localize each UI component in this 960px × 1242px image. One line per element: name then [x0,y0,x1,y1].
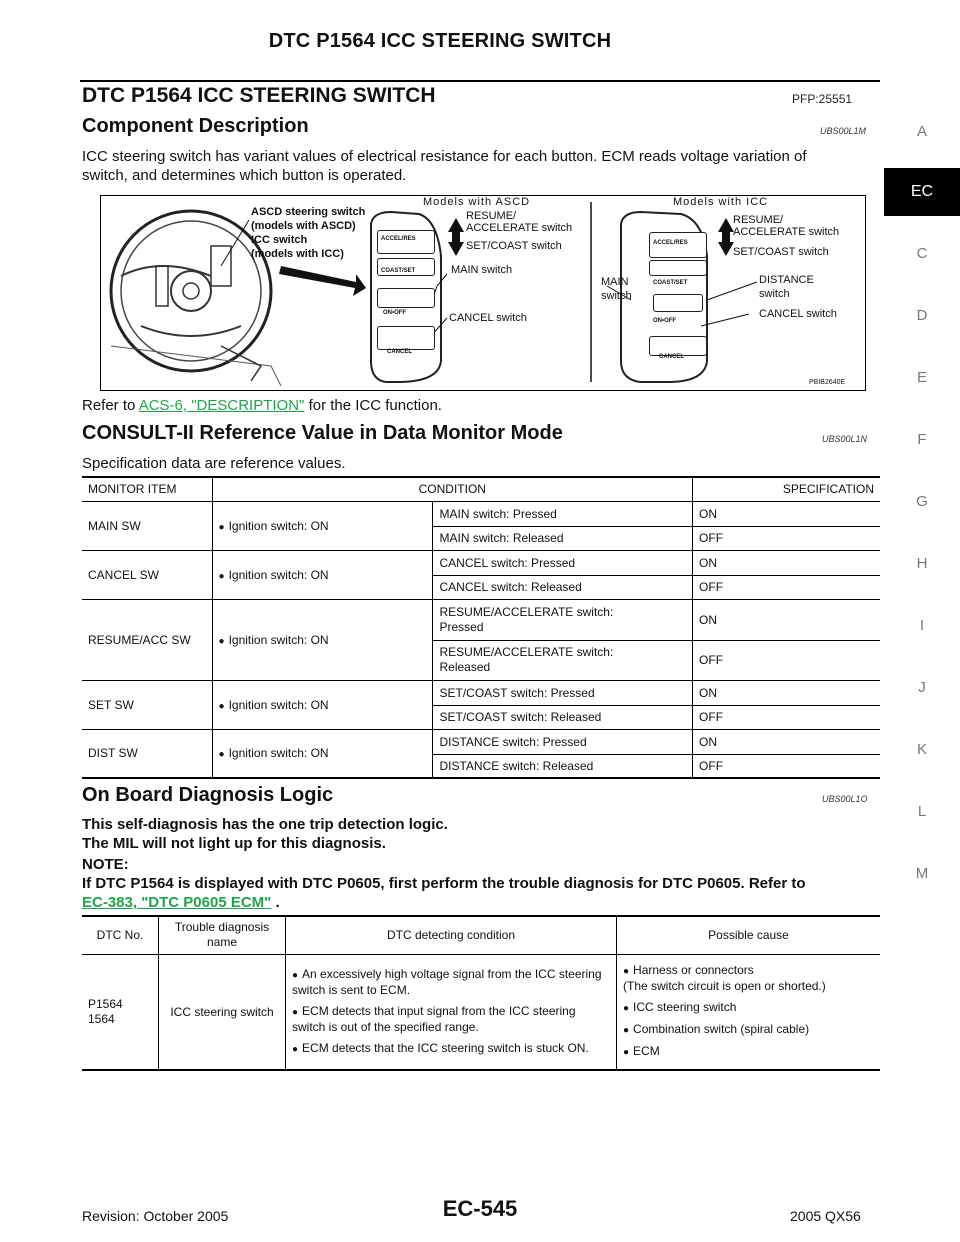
spec-cancel-released: OFF [693,575,880,599]
note-text: If DTC P1564 is displayed with DTC P0605, first perform the trouble diagnosis for DTC P0605. Refer to [82,875,806,892]
header-specification: SPECIFICATION [782,482,874,497]
subcondition-resume-released: RESUME/ACCELERATE switch: Released [433,640,693,680]
ascd-resume-label-1: RESUME/ [466,210,517,222]
ascd-cancel-button [377,326,435,350]
dtc-causes [617,954,881,1070]
spec-main-pressed: ON [693,501,880,526]
consult-code: UBS00L1N [822,434,868,444]
subcondition-cancel-pressed: CANCEL switch: Pressed [433,550,693,575]
steering-label-2: (models with ASCD) [251,220,356,232]
index-tab-g[interactable]: G [916,492,928,510]
index-tab-k[interactable]: K [916,740,927,758]
condition-dist: ● Ignition switch: ON [212,729,433,778]
steering-switch-figure [100,195,866,391]
footer-model: 2005 QX56 [790,1208,861,1224]
index-tab-l[interactable]: L [917,802,927,820]
monitor-item-resume: RESUME/ACC SW [82,599,212,680]
section-index-tabs [884,100,960,904]
icc-main-label-1: MAIN [601,276,629,288]
spec-resume-released: OFF [693,640,880,680]
ascd-models-title: Models with ASCD [423,196,531,208]
note-label: NOTE: [82,856,129,873]
obd-code: UBS00L1O [822,794,868,804]
spec-set-pressed: ON [693,680,880,705]
icc-coast-set-label: COAST/SET [653,280,688,286]
monitor-item-main: MAIN SW [82,501,212,550]
dtc-header-no: DTC No. [82,916,159,954]
subcondition-resume-pressed: RESUME/ACCELERATE switch: Pressed [433,599,693,640]
spec-set-released: OFF [693,705,880,729]
icc-cancel-switch-label: CANCEL switch [759,308,837,320]
refer-prefix: Refer to [82,397,136,414]
index-tab-d[interactable]: D [916,306,928,324]
section-title: DTC P1564 ICC STEERING SWITCH [82,84,436,107]
condition-main: ● Ignition switch: ON [212,501,433,550]
dtc-cause-1: ● Harness or connectors (The switch circuit is open or shorted.) [623,963,874,994]
component-code: UBS00L1M [820,126,867,136]
dtc-table [82,915,880,1071]
refer-suffix: for the ICC function. [308,397,442,414]
ascd-main-button [377,288,435,308]
dtc-cause-4: ● ECM [623,1044,874,1060]
index-tab-j[interactable]: J [918,678,926,696]
consult-note: Specification data are reference values. [82,455,346,472]
header-rule [80,80,880,82]
subcondition-cancel-released: CANCEL switch: Released [433,575,693,599]
spec-resume-pressed: ON [693,599,880,640]
icc-cancel-button [649,336,707,356]
ascd-resume-label-2: ACCELERATE switch [466,222,573,234]
icc-cancel-label: CANCEL [659,354,684,360]
footer-revision: Revision: October 2005 [82,1208,229,1224]
icc-distance-label-2: switch [759,288,790,300]
header-condition: CONDITION [212,477,693,501]
icc-main-label-2: switch [601,290,632,302]
subcondition-main-pressed: MAIN switch: Pressed [433,501,693,526]
condition-resume: ● Ignition switch: ON [212,599,433,680]
consult-reference-table [82,476,880,779]
dtc-header-condition: DTC detecting condition [286,916,617,954]
icc-resume-label-1: RESUME/ [733,214,784,226]
spec-main-released: OFF [693,526,880,550]
consult-heading: CONSULT-II Reference Value in Data Monitor Mode [82,422,563,444]
refer-line [82,396,442,415]
ascd-coast-set-label: COAST/SET [381,268,416,274]
footer-page-number: EC-545 [442,1196,518,1221]
icc-onoff-label: ON•OFF [653,318,677,324]
obd-heading: On Board Diagnosis Logic [82,784,334,806]
index-tab-ec[interactable]: EC [884,168,960,216]
header-monitor-item: MONITOR ITEM [82,477,212,501]
dtc-name: ICC steering switch [159,954,286,1070]
icc-distance-label-1: DISTANCE [759,274,814,286]
page-header-title: DTC P1564 ICC STEERING SWITCH [268,30,612,52]
subcondition-dist-released: DISTANCE switch: Released [433,754,693,778]
ascd-setcoast-label: SET/COAST switch [466,240,562,252]
figure-code: PBIB2640E [809,379,846,386]
index-tab-f[interactable]: F [917,430,927,448]
icc-accel-res-label: ACCEL/RES [653,240,688,246]
dtc-number: P1564 1564 [82,954,159,1070]
monitor-item-set: SET SW [82,680,212,729]
subcondition-set-pressed: SET/COAST switch: Pressed [433,680,693,705]
dtc-header-cause: Possible cause [708,928,789,943]
dtc-cause-3: ● Combination switch (spiral cable) [623,1022,874,1038]
spec-cancel-pressed: ON [693,550,880,575]
steering-label-1: ASCD steering switch [251,206,366,218]
index-tab-m[interactable]: M [915,864,929,882]
pfp-code: PFP:25551 [792,92,853,106]
subcondition-dist-pressed: DISTANCE switch: Pressed [433,729,693,754]
dtc-header-name: Trouble diagnosis name [159,916,286,954]
ascd-main-label: MAIN switch [451,264,513,276]
spec-dist-pressed: ON [693,729,880,754]
obd-line-1: This self-diagnosis has the one trip detection logic. [82,816,448,833]
ascd-cancel-switch-label: CANCEL switch [449,312,527,324]
condition-cancel: ● Ignition switch: ON [212,550,433,599]
dtc-condition-3: ● ECM detects that the ICC steering switch is stuck ON. [292,1041,610,1057]
ascd-onoff-label: ON•OFF [383,310,407,316]
index-tab-h[interactable]: H [916,554,928,572]
note-link-line [82,893,280,913]
ascd-accel-res-button [377,230,435,254]
icc-setcoast-label: SET/COAST switch [733,246,829,258]
index-tab-c[interactable]: C [916,244,928,262]
dtc-cause-2: ● ICC steering switch [623,1000,874,1016]
dtc-conditions [286,954,617,1070]
obd-line-2: The MIL will not light up for this diagnosis. [82,835,386,852]
subcondition-main-released: MAIN switch: Released [433,526,693,550]
dtc-condition-2: ● ECM detects that input signal from the ICC steering switch is out of the specified range. [292,1004,610,1035]
component-text-1: ICC steering switch has variant values of electrical resistance for each button. ECM reads voltage variation of [82,148,807,165]
index-tab-a[interactable]: A [916,122,927,140]
dtc-condition-1: ● An excessively high voltage signal from the ICC steering switch is sent to ECM. [292,967,610,998]
note-end: . [275,894,280,911]
component-description-heading: Component Description [82,115,309,137]
icc-resume-label-2: ACCELERATE switch [733,226,840,238]
icc-coast-set-button [649,260,707,276]
ascd-cancel-label: CANCEL [387,349,412,355]
steering-label-4: (models with ICC) [251,248,344,260]
steering-label-3: ICC switch [251,234,308,246]
condition-set: ● Ignition switch: ON [212,680,433,729]
icc-distance-button [653,294,703,312]
index-tab-e[interactable]: E [916,368,927,386]
ec-383-dtc-p0605-link[interactable]: EC-383, "DTC P0605 ECM" [82,894,272,911]
ascd-accel-res-label: ACCEL/RES [381,236,416,242]
component-text-2: switch, and determines which button is operated. [82,167,407,184]
monitor-item-dist: DIST SW [82,729,212,778]
acs-6-description-link[interactable]: ACS-6, "DESCRIPTION" [138,397,305,414]
subcondition-set-released: SET/COAST switch: Released [433,705,693,729]
spec-dist-released: OFF [693,754,880,778]
index-tab-i[interactable]: I [919,616,925,634]
monitor-item-cancel: CANCEL SW [82,550,212,599]
icc-models-title: Models with ICC [673,196,769,208]
